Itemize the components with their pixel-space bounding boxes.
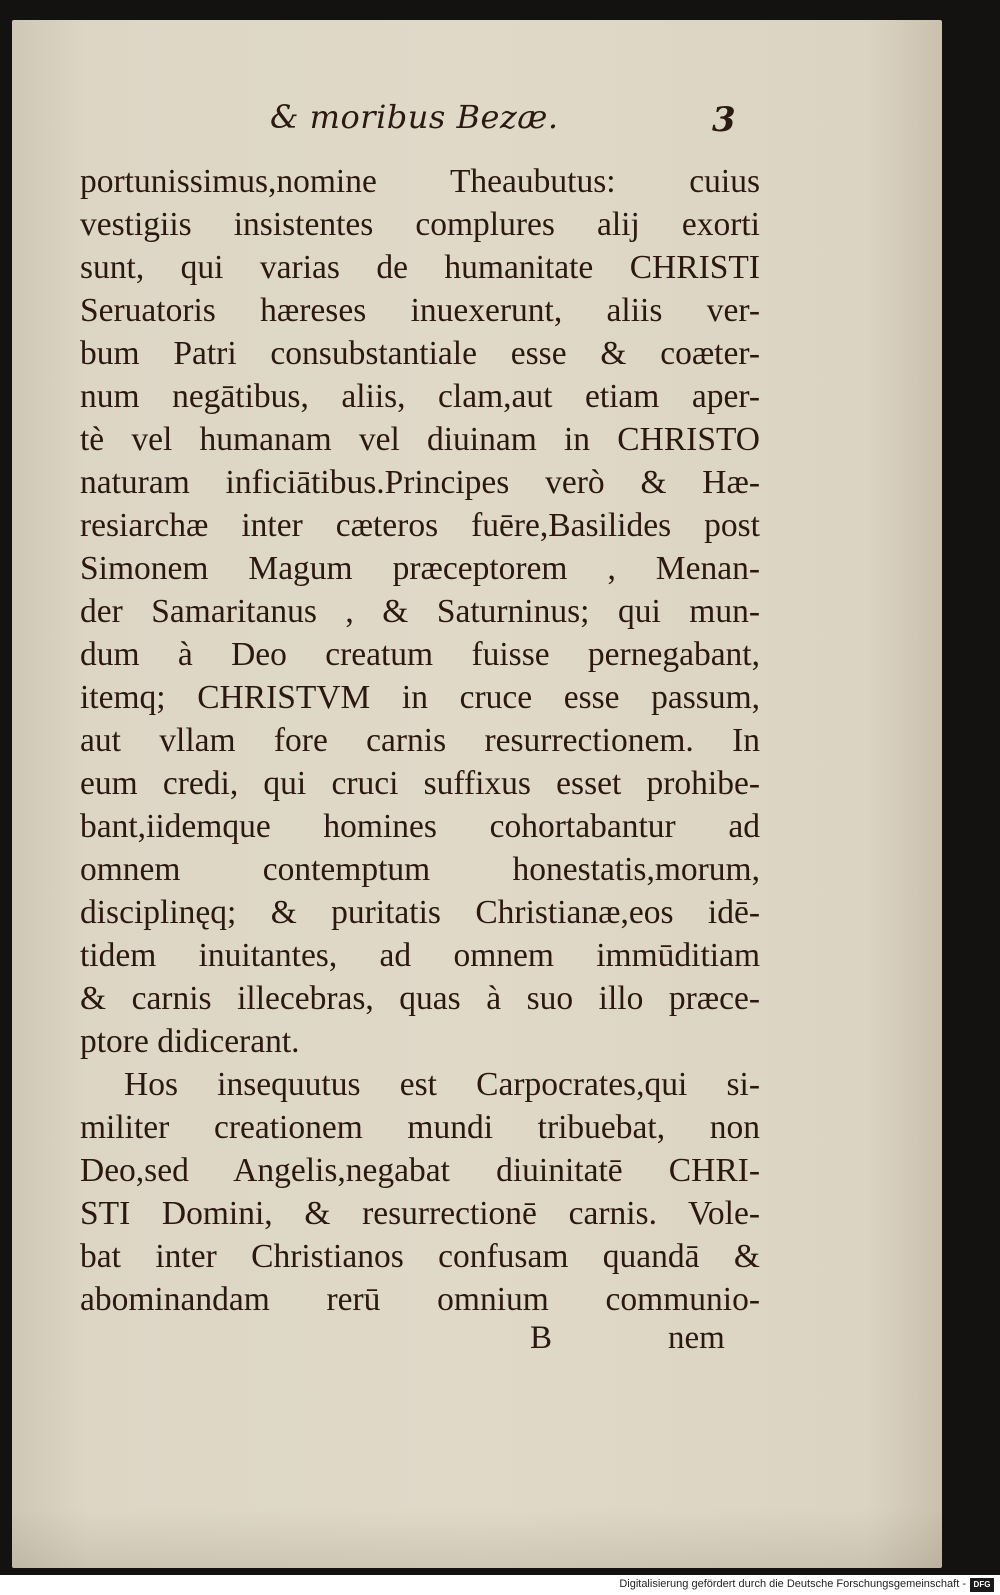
text-line: bant,iidemque homines cohortabantur ad bbox=[80, 808, 760, 845]
page-header bbox=[12, 98, 942, 148]
text-line: Simonem Magum præceptorem , Menan- bbox=[80, 550, 760, 587]
page-footer bbox=[12, 1320, 942, 1370]
text-line: eum credi, qui cruci suffixus esset prohibe- bbox=[80, 765, 760, 802]
book-page bbox=[12, 20, 942, 1568]
text-line-paragraph-end: ptore didicerant. bbox=[80, 1023, 300, 1060]
signature-mark: B bbox=[530, 1320, 553, 1356]
text-line: STI Domini, & resurrectionē carnis. Vole- bbox=[80, 1195, 760, 1232]
text-line: Deo,sed Angelis,negabat diuinitatē CHRI- bbox=[80, 1152, 760, 1189]
running-head: & moribus Bezæ. bbox=[270, 98, 559, 136]
text-line-paragraph-start: Hos insequutus est Carpocrates,qui si- bbox=[124, 1066, 760, 1103]
text-line: disciplinęq; & puritatis Christianæ,eos idē- bbox=[80, 894, 760, 931]
page-number: 3 bbox=[712, 100, 736, 140]
text-line: abominandam rerū omnium communio- bbox=[80, 1281, 760, 1318]
text-line: aut vllam fore carnis resurrectionem. In bbox=[80, 722, 760, 759]
catchword: nem bbox=[668, 1320, 725, 1356]
text-line: omnem contemptum honestatis,morum, bbox=[80, 851, 760, 888]
text-line: itemq; CHRISTVM in cruce esse passum, bbox=[80, 679, 760, 716]
text-line: vestigiis insistentes complures alij exorti bbox=[80, 206, 760, 243]
text-line: naturam inficiātibus.Principes verò & Hæ- bbox=[80, 464, 760, 501]
text-line: dum à Deo creatum fuisse pernegabant, bbox=[80, 636, 760, 673]
text-line: militer creationem mundi tribuebat, non bbox=[80, 1109, 760, 1146]
text-line: Seruatoris hæreses inuexerunt, aliis ver- bbox=[80, 292, 760, 329]
text-line: num negātibus, aliis, clam,aut etiam aper- bbox=[80, 378, 760, 415]
text-line: sunt, qui varias de humanitate CHRISTI bbox=[80, 249, 760, 286]
body-text bbox=[80, 160, 760, 1321]
page-shading bbox=[12, 1508, 942, 1568]
text-line: bat inter Christianos confusam quandā & bbox=[80, 1238, 760, 1275]
credit-text: Digitalisierung gefördert durch die Deutsche Forschungsgemeinschaft - bbox=[619, 1578, 966, 1590]
text-line: der Samaritanus , & Saturninus; qui mun- bbox=[80, 593, 760, 630]
credit-bar bbox=[0, 1575, 1000, 1595]
text-line: resiarchæ inter cæteros fuēre,Basilides post bbox=[80, 507, 760, 544]
text-line: portunissimus,nomine Theaubutus: cuius bbox=[80, 163, 760, 200]
dfg-logo: DFG bbox=[970, 1578, 994, 1592]
text-line: tè vel humanam vel diuinam in CHRISTO bbox=[80, 421, 760, 458]
text-line: bum Patri consubstantiale esse & coæter- bbox=[80, 335, 760, 372]
text-line: & carnis illecebras, quas à suo illo præce- bbox=[80, 980, 760, 1017]
text-line: tidem inuitantes, ad omnem immūditiam bbox=[80, 937, 760, 974]
